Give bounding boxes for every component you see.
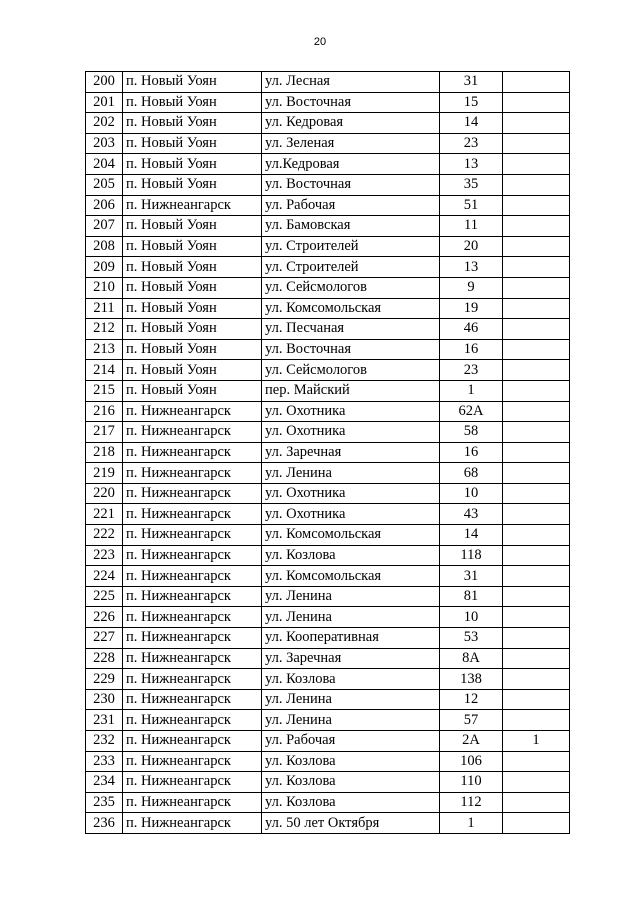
table-row [86, 174, 570, 195]
house-number-cell: 23 [440, 360, 503, 381]
settlement-cell: п. Нижнеангарск [123, 504, 262, 525]
street-cell: ул. Козлова [262, 772, 440, 793]
street-cell: ул. Козлова [262, 751, 440, 772]
row-number-cell: 231 [86, 710, 123, 731]
row-number-cell: 202 [86, 113, 123, 134]
table-row [86, 710, 570, 731]
table-row [86, 360, 570, 381]
house-number-cell: 51 [440, 195, 503, 216]
row-number-cell: 206 [86, 195, 123, 216]
settlement-cell: п. Новый Уоян [123, 113, 262, 134]
settlement-cell: п. Новый Уоян [123, 72, 262, 93]
settlement-cell: п. Нижнеангарск [123, 545, 262, 566]
row-number-cell: 221 [86, 504, 123, 525]
extra-cell [503, 339, 570, 360]
street-cell: пер. Майский [262, 380, 440, 401]
table-row [86, 133, 570, 154]
table-row [86, 339, 570, 360]
row-number-cell: 235 [86, 792, 123, 813]
table-row [86, 298, 570, 319]
table-row [86, 669, 570, 690]
row-number-cell: 204 [86, 154, 123, 175]
extra-cell [503, 319, 570, 340]
settlement-cell: п. Нижнеангарск [123, 442, 262, 463]
house-number-cell: 13 [440, 154, 503, 175]
extra-cell [503, 401, 570, 422]
street-cell: ул. Комсомольская [262, 566, 440, 587]
table-row [86, 463, 570, 484]
table-row [86, 628, 570, 649]
table-row [86, 442, 570, 463]
extra-cell [503, 360, 570, 381]
house-number-cell: 110 [440, 772, 503, 793]
settlement-cell: п. Нижнеангарск [123, 772, 262, 793]
table-row [86, 525, 570, 546]
street-cell: ул. Комсомольская [262, 525, 440, 546]
extra-cell [503, 525, 570, 546]
extra-cell [503, 216, 570, 237]
extra-cell [503, 72, 570, 93]
extra-cell [503, 792, 570, 813]
row-number-cell: 208 [86, 236, 123, 257]
settlement-cell: п. Новый Уоян [123, 380, 262, 401]
row-number-cell: 225 [86, 586, 123, 607]
street-cell: ул. Сейсмологов [262, 360, 440, 381]
house-number-cell: 15 [440, 92, 503, 113]
row-number-cell: 213 [86, 339, 123, 360]
house-number-cell: 118 [440, 545, 503, 566]
street-cell: ул. Лесная [262, 72, 440, 93]
settlement-cell: п. Нижнеангарск [123, 401, 262, 422]
settlement-cell: п. Нижнеангарск [123, 586, 262, 607]
settlement-cell: п. Нижнеангарск [123, 751, 262, 772]
house-number-cell: 23 [440, 133, 503, 154]
extra-cell [503, 607, 570, 628]
house-number-cell: 10 [440, 607, 503, 628]
house-number-cell: 31 [440, 72, 503, 93]
table-row [86, 689, 570, 710]
house-number-cell: 46 [440, 319, 503, 340]
row-number-cell: 211 [86, 298, 123, 319]
extra-cell [503, 442, 570, 463]
row-number-cell: 222 [86, 525, 123, 546]
table-row [86, 545, 570, 566]
page-number: 20 [313, 36, 327, 48]
table-row [86, 586, 570, 607]
settlement-cell: п. Новый Уоян [123, 339, 262, 360]
settlement-cell: п. Нижнеангарск [123, 195, 262, 216]
house-number-cell: 14 [440, 113, 503, 134]
extra-cell [503, 751, 570, 772]
extra-cell [503, 195, 570, 216]
extra-cell [503, 586, 570, 607]
house-number-cell: 53 [440, 628, 503, 649]
settlement-cell: п. Нижнеангарск [123, 669, 262, 690]
table-row [86, 772, 570, 793]
row-number-cell: 205 [86, 174, 123, 195]
table-row [86, 607, 570, 628]
street-cell: ул. Ленина [262, 463, 440, 484]
street-cell: ул. Ленина [262, 607, 440, 628]
extra-cell [503, 174, 570, 195]
table-row [86, 380, 570, 401]
row-number-cell: 218 [86, 442, 123, 463]
row-number-cell: 220 [86, 483, 123, 504]
table-row [86, 236, 570, 257]
street-cell: ул. Кооперативная [262, 628, 440, 649]
table-row [86, 751, 570, 772]
settlement-cell: п. Новый Уоян [123, 360, 262, 381]
row-number-cell: 217 [86, 422, 123, 443]
street-cell: ул. Козлова [262, 545, 440, 566]
street-cell: ул. Песчаная [262, 319, 440, 340]
row-number-cell: 228 [86, 648, 123, 669]
house-number-cell: 138 [440, 669, 503, 690]
house-number-cell: 57 [440, 710, 503, 731]
address-table [85, 71, 570, 834]
settlement-cell: п. Нижнеангарск [123, 422, 262, 443]
row-number-cell: 227 [86, 628, 123, 649]
house-number-cell: 106 [440, 751, 503, 772]
table-row [86, 72, 570, 93]
extra-cell [503, 380, 570, 401]
settlement-cell: п. Нижнеангарск [123, 566, 262, 587]
extra-cell [503, 545, 570, 566]
street-cell: ул. Строителей [262, 236, 440, 257]
house-number-cell: 112 [440, 792, 503, 813]
extra-cell [503, 133, 570, 154]
table-row [86, 113, 570, 134]
row-number-cell: 223 [86, 545, 123, 566]
settlement-cell: п. Нижнеангарск [123, 463, 262, 484]
street-cell: ул. Охотника [262, 422, 440, 443]
extra-cell [503, 669, 570, 690]
house-number-cell: 10 [440, 483, 503, 504]
settlement-cell: п. Новый Уоян [123, 257, 262, 278]
extra-cell [503, 813, 570, 834]
settlement-cell: п. Нижнеангарск [123, 813, 262, 834]
street-cell: ул. Козлова [262, 792, 440, 813]
settlement-cell: п. Новый Уоян [123, 319, 262, 340]
table-row [86, 648, 570, 669]
table-row [86, 92, 570, 113]
settlement-cell: п. Новый Уоян [123, 277, 262, 298]
extra-cell [503, 504, 570, 525]
row-number-cell: 230 [86, 689, 123, 710]
row-number-cell: 232 [86, 731, 123, 752]
extra-cell [503, 298, 570, 319]
table-row [86, 319, 570, 340]
settlement-cell: п. Новый Уоян [123, 216, 262, 237]
house-number-cell: 35 [440, 174, 503, 195]
row-number-cell: 200 [86, 72, 123, 93]
row-number-cell: 219 [86, 463, 123, 484]
table-row [86, 813, 570, 834]
row-number-cell: 216 [86, 401, 123, 422]
table-row [86, 422, 570, 443]
house-number-cell: 62А [440, 401, 503, 422]
settlement-cell: п. Нижнеангарск [123, 483, 262, 504]
table-row [86, 401, 570, 422]
row-number-cell: 224 [86, 566, 123, 587]
extra-cell [503, 422, 570, 443]
house-number-cell: 20 [440, 236, 503, 257]
row-number-cell: 203 [86, 133, 123, 154]
house-number-cell: 8А [440, 648, 503, 669]
extra-cell [503, 154, 570, 175]
row-number-cell: 201 [86, 92, 123, 113]
row-number-cell: 214 [86, 360, 123, 381]
street-cell: ул. Охотника [262, 483, 440, 504]
row-number-cell: 236 [86, 813, 123, 834]
table-row [86, 792, 570, 813]
house-number-cell: 31 [440, 566, 503, 587]
extra-cell [503, 257, 570, 278]
street-cell: ул. Козлова [262, 669, 440, 690]
table-row [86, 483, 570, 504]
table-row [86, 277, 570, 298]
extra-cell [503, 628, 570, 649]
extra-cell [503, 772, 570, 793]
house-number-cell: 16 [440, 339, 503, 360]
address-table-body [86, 72, 570, 834]
house-number-cell: 9 [440, 277, 503, 298]
row-number-cell: 226 [86, 607, 123, 628]
extra-cell [503, 277, 570, 298]
street-cell: ул. Восточная [262, 92, 440, 113]
street-cell: ул. 50 лет Октября [262, 813, 440, 834]
house-number-cell: 81 [440, 586, 503, 607]
street-cell: ул. Восточная [262, 339, 440, 360]
extra-cell: 1 [503, 731, 570, 752]
extra-cell [503, 92, 570, 113]
table-row [86, 195, 570, 216]
street-cell: ул. Бамовская [262, 216, 440, 237]
street-cell: ул. Заречная [262, 648, 440, 669]
row-number-cell: 229 [86, 669, 123, 690]
table-row [86, 504, 570, 525]
house-number-cell: 11 [440, 216, 503, 237]
settlement-cell: п. Новый Уоян [123, 236, 262, 257]
settlement-cell: п. Нижнеангарск [123, 607, 262, 628]
extra-cell [503, 710, 570, 731]
street-cell: ул. Рабочая [262, 195, 440, 216]
extra-cell [503, 566, 570, 587]
settlement-cell: п. Нижнеангарск [123, 689, 262, 710]
row-number-cell: 207 [86, 216, 123, 237]
street-cell: ул. Охотника [262, 401, 440, 422]
street-cell: ул. Ленина [262, 586, 440, 607]
settlement-cell: п. Нижнеангарск [123, 628, 262, 649]
house-number-cell: 12 [440, 689, 503, 710]
settlement-cell: п. Новый Уоян [123, 174, 262, 195]
house-number-cell: 13 [440, 257, 503, 278]
row-number-cell: 209 [86, 257, 123, 278]
row-number-cell: 210 [86, 277, 123, 298]
settlement-cell: п. Нижнеангарск [123, 731, 262, 752]
house-number-cell: 1 [440, 380, 503, 401]
street-cell: ул. Заречная [262, 442, 440, 463]
house-number-cell: 2А [440, 731, 503, 752]
settlement-cell: п. Нижнеангарск [123, 792, 262, 813]
settlement-cell: п. Новый Уоян [123, 298, 262, 319]
street-cell: ул. Комсомольская [262, 298, 440, 319]
street-cell: ул. Сейсмологов [262, 277, 440, 298]
street-cell: ул. Зеленая [262, 133, 440, 154]
extra-cell [503, 236, 570, 257]
house-number-cell: 58 [440, 422, 503, 443]
extra-cell [503, 648, 570, 669]
table-row [86, 216, 570, 237]
extra-cell [503, 463, 570, 484]
settlement-cell: п. Нижнеангарск [123, 525, 262, 546]
row-number-cell: 212 [86, 319, 123, 340]
house-number-cell: 19 [440, 298, 503, 319]
house-number-cell: 14 [440, 525, 503, 546]
street-cell: ул. Охотника [262, 504, 440, 525]
street-cell: ул.Кедровая [262, 154, 440, 175]
settlement-cell: п. Новый Уоян [123, 92, 262, 113]
table-row [86, 257, 570, 278]
settlement-cell: п. Нижнеангарск [123, 710, 262, 731]
settlement-cell: п. Новый Уоян [123, 133, 262, 154]
row-number-cell: 233 [86, 751, 123, 772]
house-number-cell: 1 [440, 813, 503, 834]
extra-cell [503, 689, 570, 710]
street-cell: ул. Ленина [262, 710, 440, 731]
street-cell: ул. Кедровая [262, 113, 440, 134]
street-cell: ул. Ленина [262, 689, 440, 710]
street-cell: ул. Восточная [262, 174, 440, 195]
house-number-cell: 16 [440, 442, 503, 463]
row-number-cell: 234 [86, 772, 123, 793]
row-number-cell: 215 [86, 380, 123, 401]
street-cell: ул. Строителей [262, 257, 440, 278]
table-row [86, 154, 570, 175]
settlement-cell: п. Новый Уоян [123, 154, 262, 175]
table-row [86, 731, 570, 752]
house-number-cell: 68 [440, 463, 503, 484]
settlement-cell: п. Нижнеангарск [123, 648, 262, 669]
extra-cell [503, 483, 570, 504]
house-number-cell: 43 [440, 504, 503, 525]
extra-cell [503, 113, 570, 134]
table-row [86, 566, 570, 587]
street-cell: ул. Рабочая [262, 731, 440, 752]
